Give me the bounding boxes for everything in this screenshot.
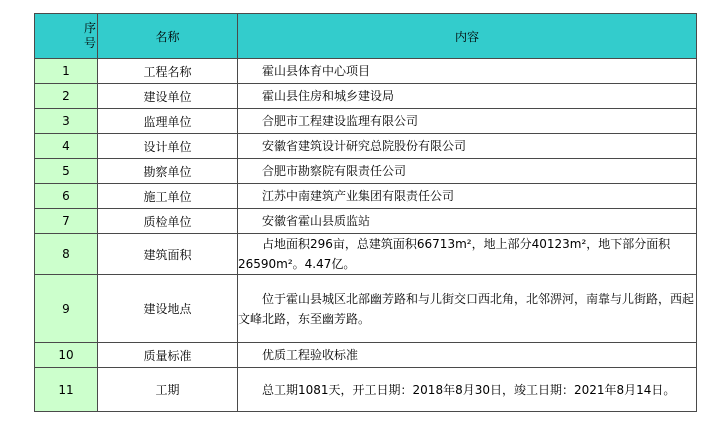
table-row bbox=[35, 343, 697, 368]
row-content: 江苏中南建筑产业集团有限责任公司 bbox=[238, 184, 697, 209]
row-content: 安徽省建筑设计研究总院股份有限公司 bbox=[238, 134, 697, 159]
row-name: 监理单位 bbox=[98, 109, 238, 134]
row-number: 5 bbox=[35, 159, 98, 184]
row-content: 安徽省霍山县质监站 bbox=[238, 209, 697, 234]
row-number: 8 bbox=[35, 234, 98, 275]
row-name: 质检单位 bbox=[98, 209, 238, 234]
row-content: 霍山县住房和城乡建设局 bbox=[238, 84, 697, 109]
table-row bbox=[35, 159, 697, 184]
table-row bbox=[35, 84, 697, 109]
row-name: 建设单位 bbox=[98, 84, 238, 109]
row-number: 10 bbox=[35, 343, 98, 368]
table-row bbox=[35, 368, 697, 412]
table-row bbox=[35, 134, 697, 159]
row-content: 优质工程验收标准 bbox=[238, 343, 697, 368]
row-number: 6 bbox=[35, 184, 98, 209]
header-serial-number: 序号 bbox=[35, 14, 98, 59]
row-number: 11 bbox=[35, 368, 98, 412]
row-content: 总工期1081天，开工日期：2018年8月30日，竣工日期：2021年8月14日。 bbox=[238, 368, 697, 412]
table-row bbox=[35, 109, 697, 134]
row-name: 施工单位 bbox=[98, 184, 238, 209]
row-number: 7 bbox=[35, 209, 98, 234]
row-name: 质量标准 bbox=[98, 343, 238, 368]
row-number: 3 bbox=[35, 109, 98, 134]
header-content: 内容 bbox=[238, 14, 697, 59]
header-row bbox=[35, 14, 697, 59]
row-name: 设计单位 bbox=[98, 134, 238, 159]
row-number: 4 bbox=[35, 134, 98, 159]
row-content: 合肥市勘察院有限责任公司 bbox=[238, 159, 697, 184]
row-number: 1 bbox=[35, 59, 98, 84]
row-content: 位于霍山县城区北部幽芳路和与儿街交口西北角，北邻淠河，南靠与儿街路，西起文峰北路，东至幽芳路。 bbox=[238, 275, 697, 343]
row-name: 工程名称 bbox=[98, 59, 238, 84]
project-info-table bbox=[34, 13, 697, 412]
row-name: 勘察单位 bbox=[98, 159, 238, 184]
table-row bbox=[35, 184, 697, 209]
row-name: 工期 bbox=[98, 368, 238, 412]
row-number: 2 bbox=[35, 84, 98, 109]
row-content: 占地面积296亩，总建筑面积66713m²，地上部分40123m²，地下部分面积26590m²。4.47亿。 bbox=[238, 234, 697, 275]
table-row bbox=[35, 234, 697, 275]
row-content: 合肥市工程建设监理有限公司 bbox=[238, 109, 697, 134]
row-name: 建筑面积 bbox=[98, 234, 238, 275]
row-name: 建设地点 bbox=[98, 275, 238, 343]
table-row bbox=[35, 275, 697, 343]
table-row bbox=[35, 59, 697, 84]
row-content: 霍山县体育中心项目 bbox=[238, 59, 697, 84]
header-name: 名称 bbox=[98, 14, 238, 59]
row-number: 9 bbox=[35, 275, 98, 343]
table-row bbox=[35, 209, 697, 234]
